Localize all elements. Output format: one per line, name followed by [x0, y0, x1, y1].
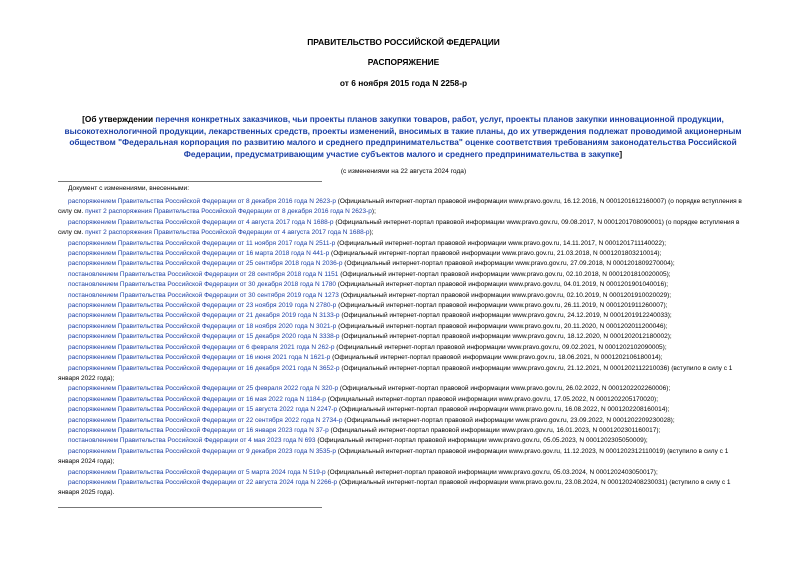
change-details: (Официальный интернет-портал правовой информации www.pravo.gov.ru, 20.11.2020, N 0001202011200046); [336, 322, 668, 330]
change-details: (Официальный интернет-портал правовой информации www.pravo.gov.ru, 02.10.2019, N 0001201910020029); [338, 291, 672, 299]
change-item [58, 280, 750, 290]
change-details: (Официальный интернет-портал правовой информации www.pravo.gov.ru, 05.05.2023, N 0001202305050009); [315, 437, 648, 445]
change-details: (Официальный интернет-портал правовой информации www.pravo.gov.ru, 18.06.2021, N 0001202106180014); [330, 354, 663, 362]
change-details: (Официальный интернет-портал правовой информации www.pravo.gov.ru, 23.09.2022, N 0001202209230028); [342, 416, 675, 424]
change-item [58, 436, 750, 446]
change-details: (Официальный интернет-портал правовой информации www.pravo.gov.ru, 04.01.2019, N 0001201901040016); [335, 281, 669, 289]
change-item [58, 364, 750, 385]
change-link[interactable]: постановлением Правительства Российской Федерации от 28 сентября 2018 года N 1151 [68, 270, 339, 278]
change-item [58, 197, 750, 218]
change-link[interactable]: распоряжением Правительства Российской Федерации от 25 сентября 2018 года N 2036-р [68, 260, 343, 268]
change-details: (Официальный интернет-портал правовой информации www.pravo.gov.ru, 21.12.2021, N 0001202112210036) (вступило в силу с 1 января 2022 года); [58, 364, 733, 382]
change-item [58, 270, 750, 280]
change-item [58, 239, 750, 249]
change-item [58, 311, 750, 321]
change-details: (Официальный интернет-портал правовой информации www.pravo.gov.ru, 16.08.2022, N 0001202208160014); [337, 406, 670, 414]
change-details: (Официальный интернет-портал правовой информации www.pravo.gov.ru, 16.12.2016, N 0001201612160007) (о порядке вступления в силу см. [58, 198, 742, 216]
change-link[interactable]: постановлением Правительства Российской Федерации от 30 декабря 2018 года N 1780 [68, 281, 336, 289]
document-date-heading: от 6 ноября 2015 года N 2258-р [339, 78, 468, 88]
change-details: (Официальный интернет-портал правовой информации www.pravo.gov.ru, 24.12.2019, N 0001201912240033); [339, 312, 672, 320]
change-item [58, 301, 750, 311]
change-item [58, 384, 750, 394]
change-details: (Официальный интернет-портал правовой информации www.pravo.gov.ru, 09.08.2017, N 0001201708090001) (о порядке вступления в силу см. [58, 218, 740, 237]
change-details: (Официальный интернет-портал правовой информации www.pravo.gov.ru, 18.12.2020, N 0001202012180002); [339, 333, 672, 341]
change-item [58, 353, 750, 363]
change-link[interactable]: распоряжением Правительства Российской Федерации от 23 ноября 2019 года N 2780-р [68, 302, 337, 310]
change-details: ); [369, 229, 374, 237]
change-item [58, 426, 750, 436]
revision-note: (с изменениями на 22 августа 2024 года) [340, 168, 467, 175]
change-link[interactable]: распоряжением Правительства Российской Федерации от 15 декабря 2020 года N 3338-р [68, 333, 340, 341]
change-link[interactable]: распоряжением Правительства Российской Федерации от 18 ноября 2020 года N 3021-р [68, 322, 337, 330]
document-subject [58, 114, 748, 160]
change-details: (Официальный интернет-портал правовой информации www.pravo.gov.ru, 23.08.2024, N 0001202408230031) (вступило в силу с 1 января 2025 года). [58, 478, 731, 497]
change-link[interactable]: распоряжением Правительства Российской Федерации от 22 сентября 2022 года N 2734-р [68, 416, 343, 424]
bottom-divider [58, 507, 322, 508]
change-link[interactable]: распоряжением Правительства Российской Федерации от 25 февраля 2022 года N 320-р [68, 385, 339, 393]
change-link[interactable]: распоряжением Правительства Российской Федерации от 16 января 2023 года N 37-р [68, 426, 329, 434]
change-link[interactable]: распоряжением Правительства Российской Федерации от 11 ноября 2017 года N 2511-р [68, 239, 336, 247]
change-item [58, 468, 750, 478]
change-item [58, 395, 750, 405]
change-link[interactable]: постановлением Правительства Российской Федерации от 30 сентября 2019 года N 1273 [68, 291, 339, 299]
change-details: ); [371, 208, 376, 216]
change-link[interactable]: распоряжением Правительства Российской Федерации от 9 декабря 2023 года N 3535-р [68, 447, 336, 455]
change-link[interactable]: распоряжением Правительства Российской Федерации от 16 марта 2018 года N 441-р [68, 250, 330, 258]
change-link[interactable]: распоряжением Правительства Российской Федерации от 6 февраля 2021 года N 262-р [68, 343, 335, 351]
change-link[interactable]: распоряжением Правительства Российской Федерации от 8 декабря 2016 года N 2623-р [68, 198, 336, 205]
change-link[interactable]: распоряжением Правительства Российской Федерации от 16 декабря 2021 года N 3652-р [68, 364, 340, 372]
change-details: (Официальный интернет-портал правовой информации www.pravo.gov.ru, 17.05.2022, N 0001202205170020); [325, 395, 659, 403]
change-item [58, 249, 750, 259]
change-link[interactable]: распоряжением Правительства Российской Федерации от 4 августа 2017 года N 1688-р [68, 218, 334, 226]
change-link[interactable]: распоряжением Правительства Российской Федерации от 5 марта 2024 года N 519-р [68, 468, 326, 476]
change-details: (Официальный интернет-портал правовой информации www.pravo.gov.ru, 26.02.2022, N 0001202202260006); [338, 385, 671, 393]
change-details: (Официальный интернет-портал правовой информации www.pravo.gov.ru, 05.03.2024, N 0001202403050017); [325, 468, 658, 476]
change-link[interactable]: распоряжением Правительства Российской Федерации от 16 мая 2022 года N 1184-р [68, 395, 326, 403]
change-link[interactable]: распоряжением Правительства Российской Федерации от 15 августа 2022 года N 2247-р [68, 406, 338, 414]
top-divider [58, 181, 322, 182]
change-item [58, 322, 750, 332]
change-link[interactable]: распоряжением Правительства Российской Федерации от 16 июня 2021 года N 1621-р [68, 354, 331, 362]
document-type-heading: РАСПОРЯЖЕНИЕ [367, 57, 440, 67]
change-item [58, 291, 750, 301]
change-item [58, 405, 750, 415]
subject-open: [Об утверждении [82, 114, 156, 124]
change-details: (Официальный интернет-портал правовой информации www.pravo.gov.ru, 11.12.2023, N 0001202312110019) (вступило в силу с 1 января 2024 года); [58, 447, 729, 466]
change-details: (Официальный интернет-портал правовой информации www.pravo.gov.ru, 27.09.2018, N 0001201809270004); [342, 260, 675, 268]
subject-link[interactable]: перечня конкретных заказчиков, чьи проекты планов закупки товаров, работ, услуг, проекты планов закупки инновационной продукции, высокотехнологичной продукции, лекарственных средств, проекты изменений, вносимых в такие планы, до их утверждения подлежат проводимой акционерным обществом "Федеральная корпорация по развитию малого и среднего предпринимательства" оценке соответствия требованиям законодательства Российской Федерации, предусматривающим участие субъектов малого и среднего предпринимательства в закупке [64, 114, 742, 159]
changes-list [58, 197, 750, 499]
change-details: (Официальный интернет-портал правовой информации www.pravo.gov.ru, 21.03.2018, N 0001201803210014); [329, 250, 662, 258]
change-link[interactable]: распоряжением Правительства Российской Федерации от 21 декабря 2019 года N 3133-р [68, 312, 340, 320]
change-item [58, 447, 750, 468]
change-link[interactable]: распоряжением Правительства Российской Федерации от 22 августа 2024 года N 2266-р [68, 478, 338, 486]
change-item [58, 259, 750, 269]
change-link[interactable]: постановлением Правительства Российской Федерации от 4 мая 2023 года N 693 [68, 437, 316, 445]
change-details: (Официальный интернет-портал правовой информации www.pravo.gov.ru, 16.01.2023, N 0001202301160017); [328, 426, 661, 434]
change-item [58, 343, 750, 353]
change-details: (Официальный интернет-портал правовой информации www.pravo.gov.ru, 14.11.2017, N 0001201711140022); [335, 239, 667, 247]
change-details: (Официальный интернет-портал правовой информации www.pravo.gov.ru, 02.10.2018, N 0001201810020005); [338, 270, 671, 278]
change-link[interactable]: пункт 2 распоряжения Правительства Российской Федерации от 4 августа 2017 года N 1688-р [85, 229, 370, 237]
change-details: (Официальный интернет-портал правовой информации www.pravo.gov.ru, 09.02.2021, N 0001202102090005); [334, 343, 667, 351]
change-item [58, 416, 750, 426]
change-item [58, 332, 750, 342]
change-item [58, 218, 750, 239]
change-item [58, 478, 750, 499]
change-link[interactable]: пункт 2 распоряжения Правительства Российской Федерации от 8 декабря 2016 года N 2623-р [85, 208, 372, 216]
government-heading: ПРАВИТЕЛЬСТВО РОССИЙСКОЙ ФЕДЕРАЦИИ [307, 37, 500, 47]
changes-intro: Документ с изменениями, внесенными: [68, 185, 190, 192]
subject-close: ] [619, 148, 623, 159]
change-details: (Официальный интернет-портал правовой информации www.pravo.gov.ru, 26.11.2019, N 0001201911260007); [336, 302, 668, 310]
